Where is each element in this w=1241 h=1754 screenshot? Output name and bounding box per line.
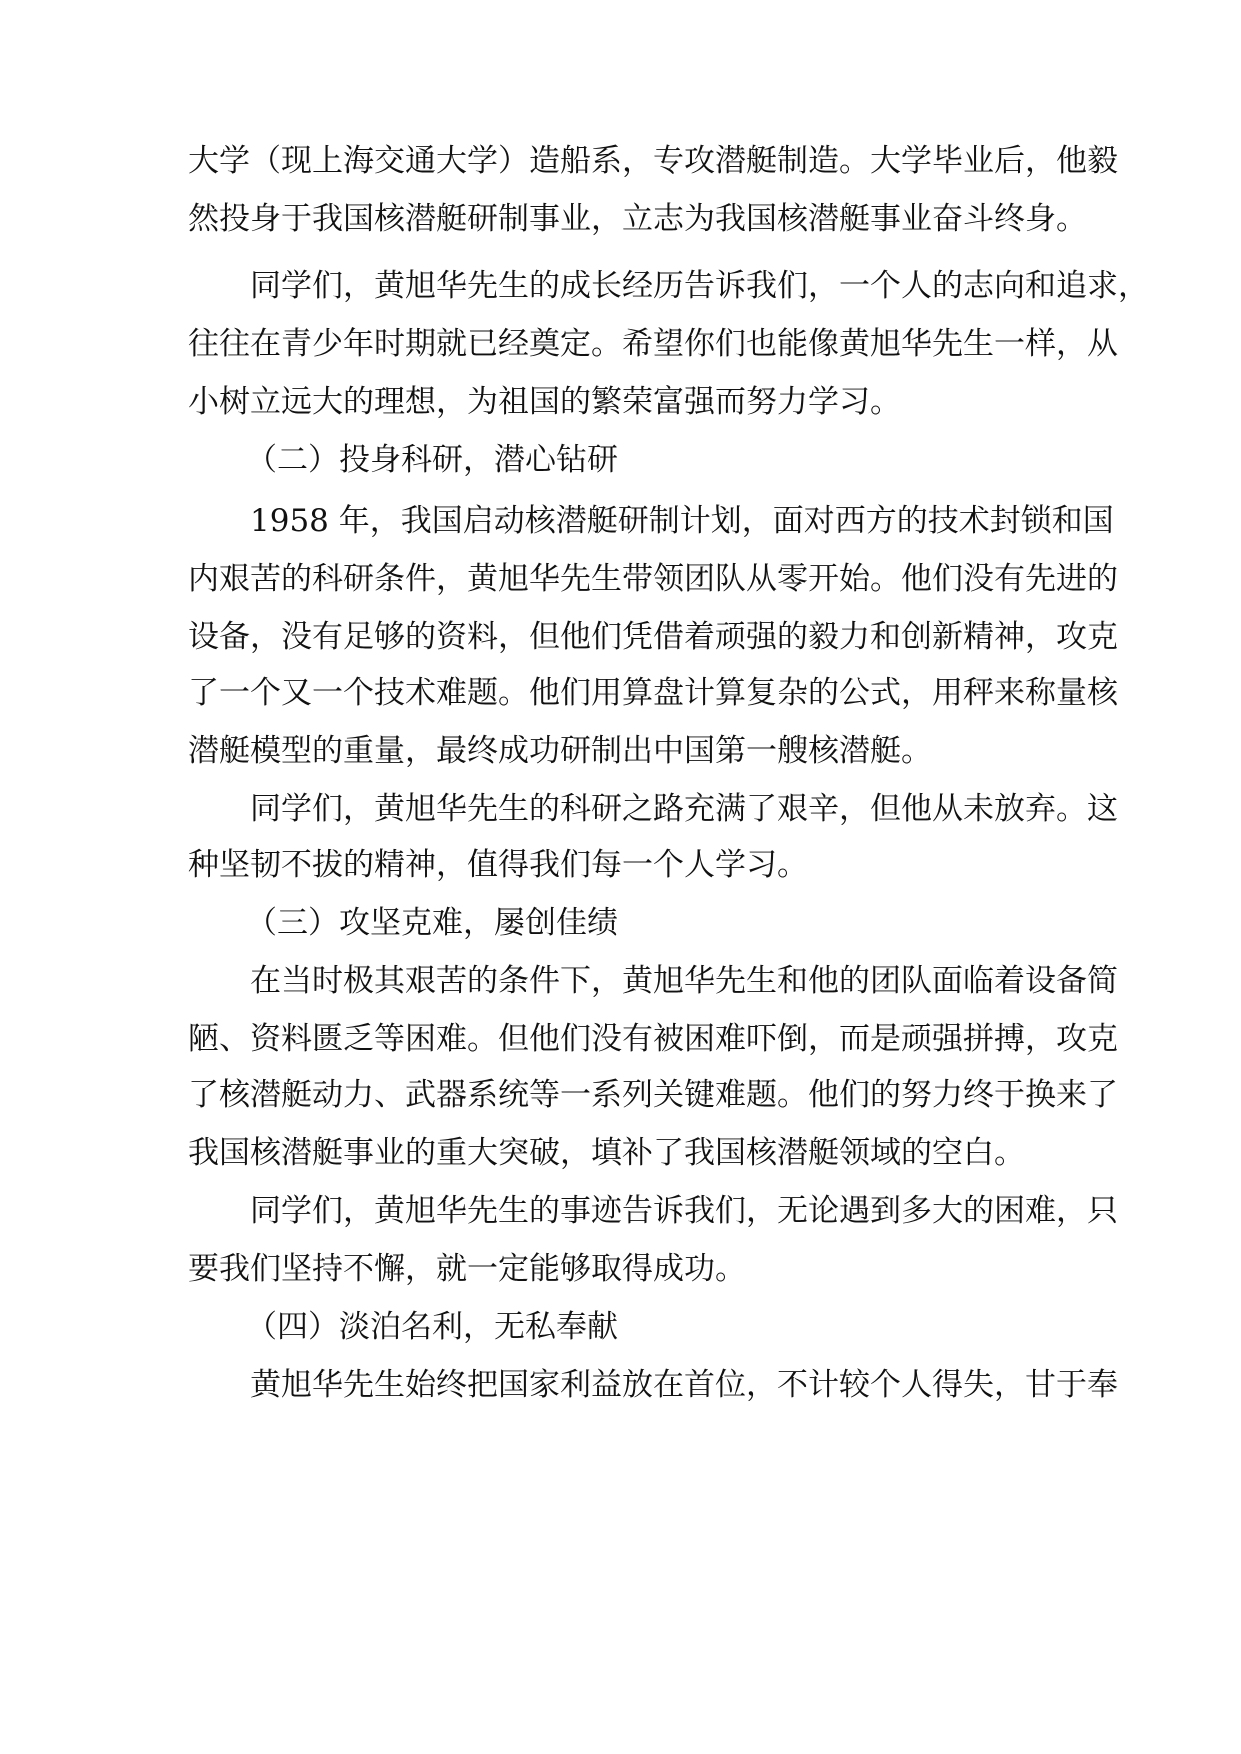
body-text-line: 在当时极其艰苦的条件下，黄旭华先生和他的团队面临着设备简 bbox=[250, 963, 1118, 999]
body-text-line: 小树立远大的理想，为祖国的繁荣富强而努力学习。 bbox=[188, 384, 901, 420]
section-heading: （二）投身科研，潜心钻研 bbox=[246, 442, 618, 478]
body-text-line: 往往在青少年时期就已经奠定。希望你们也能像黄旭华先生一样，从 bbox=[188, 326, 1118, 362]
body-text-line: 然投身于我国核潜艇研制事业，立志为我国核潜艇事业奋斗终身。 bbox=[188, 201, 1087, 237]
section-heading: （三）攻坚克难，屡创佳绩 bbox=[246, 905, 618, 941]
body-text-line: 陋、资料匮乏等困难。但他们没有被困难吓倒，而是顽强拼搏，攻克 bbox=[188, 1021, 1118, 1057]
body-text-line: 内艰苦的科研条件，黄旭华先生带领团队从零开始。他们没有先进的 bbox=[188, 561, 1118, 597]
body-text-line: 大学（现上海交通大学）造船系，专攻潜艇制造。大学毕业后，他毅 bbox=[188, 143, 1118, 179]
section-heading: （四）淡泊名利，无私奉献 bbox=[246, 1309, 618, 1345]
body-text-line: 黄旭华先生始终把国家利益放在首位，不计较个人得失，甘于奉 bbox=[250, 1367, 1118, 1403]
body-text-line: 同学们，黄旭华先生的科研之路充满了艰辛，但他从未放弃。这 bbox=[250, 791, 1118, 827]
body-text-line: 同学们，黄旭华先生的事迹告诉我们，无论遇到多大的困难，只 bbox=[250, 1193, 1118, 1229]
body-text-line: 设备，没有足够的资料，但他们凭借着顽强的毅力和创新精神，攻克 bbox=[188, 619, 1118, 655]
body-text-line: 要我们坚持不懈，就一定能够取得成功。 bbox=[188, 1251, 746, 1287]
body-text-line: 同学们，黄旭华先生的成长经历告诉我们，一个人的志向和追求， bbox=[250, 268, 1149, 304]
body-text-line: 1958 年，我国启动核潜艇研制计划，面对西方的技术封锁和国 bbox=[250, 503, 1114, 539]
body-text-line: 种坚韧不拔的精神，值得我们每一个人学习。 bbox=[188, 847, 808, 883]
body-text-line: 我国核潜艇事业的重大突破，填补了我国核潜艇领域的空白。 bbox=[188, 1135, 1025, 1171]
body-text-line: 潜艇模型的重量，最终成功研制出中国第一艘核潜艇。 bbox=[188, 733, 932, 769]
body-text-line: 了核潜艇动力、武器系统等一系列关键难题。他们的努力终于换来了 bbox=[188, 1077, 1118, 1113]
body-text-line: 了一个又一个技术难题。他们用算盘计算复杂的公式，用秤来称量核 bbox=[188, 675, 1118, 711]
